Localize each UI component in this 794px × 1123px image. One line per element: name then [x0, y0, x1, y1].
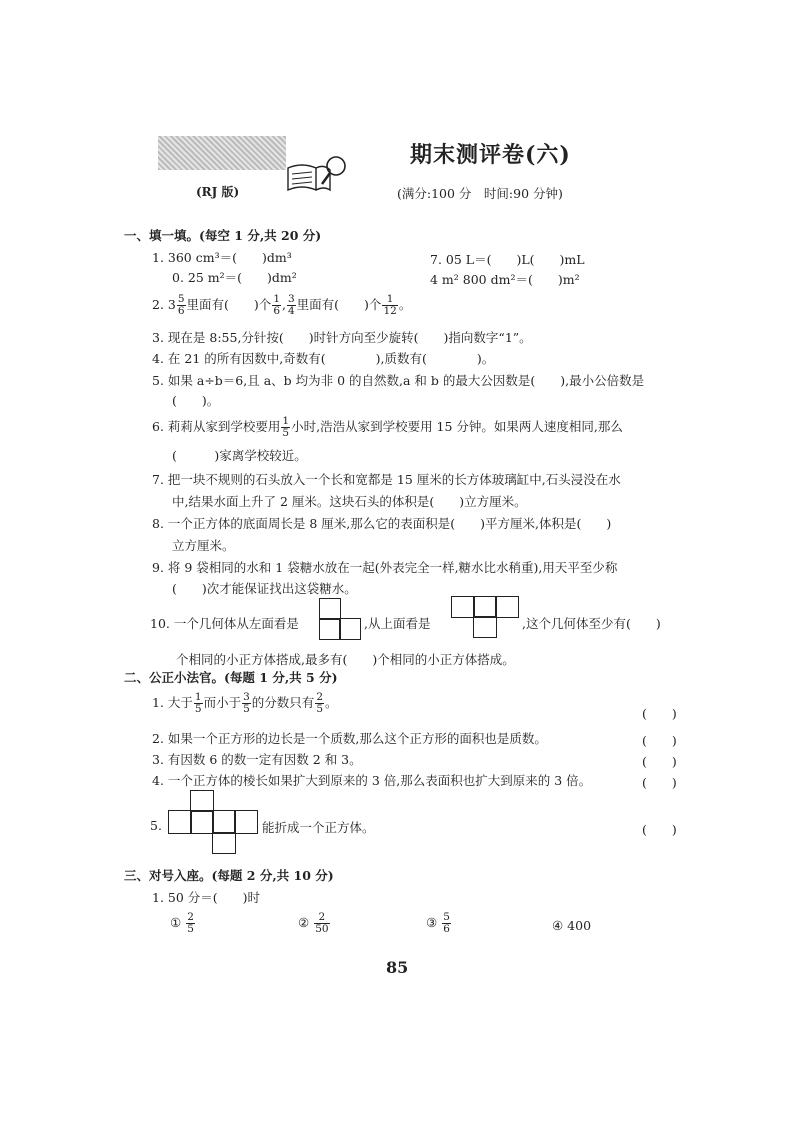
fraction: $\frac{1}{5}$	[282, 415, 290, 439]
q1-part-a: 1. 360 cm³＝( )dm³	[152, 250, 292, 265]
section2-title: 二、公正小法官。(每题 1 分,共 5 分)	[124, 670, 338, 685]
fraction: $\frac{2}{50}$	[315, 911, 329, 935]
q6-line1: 6. 莉莉从家到学校要用 $\frac{1}{5}$ 小时,浩浩从家到学校要用 15 分钟。如果两人速度相同,那么	[152, 415, 623, 439]
fraction: $\frac{1}{6}$	[273, 293, 280, 317]
q1-part-c: 0. 25 m²＝( )dm²	[172, 270, 297, 285]
judge-paren[interactable]: ( )	[642, 754, 677, 769]
fraction: $\frac{2}{5}$	[316, 691, 323, 715]
fraction: $\frac{5}{6}$	[177, 293, 185, 317]
fraction: $\frac{2}{5}$	[187, 911, 194, 935]
option-1[interactable]: ① $\frac{2}{5}$	[170, 911, 194, 935]
s2-q5-number: 5.	[150, 818, 162, 833]
q5-line2: ( )。	[172, 393, 220, 408]
q6-line2: ( )家离学校较近。	[172, 448, 307, 463]
judge-paren[interactable]: ( )	[642, 822, 677, 837]
edition-label: (RJ 版)	[196, 185, 240, 199]
q5-line1: 5. 如果 a÷b＝6,且 a、b 均为非 0 的自然数,a 和 b 的最大公因数是( ),最小公倍数是	[152, 373, 645, 388]
q7-line2: 中,结果水面上升了 2 厘米。这块石头的体积是( )立方厘米。	[172, 494, 527, 509]
option-2[interactable]: ② $\frac{2}{50}$	[298, 911, 329, 935]
fraction: $\frac{3}{4}$	[287, 293, 295, 317]
header-logo-texture	[158, 136, 286, 170]
q8-line1: 8. 一个正方体的底面周长是 8 厘米,那么它的表面积是( )平方厘米,体积是( )	[152, 516, 612, 531]
judge-paren[interactable]: ( )	[642, 775, 677, 790]
q7-line1: 7. 把一块不规则的石头放入一个长和宽都是 15 厘米的长方体玻璃缸中,石头浸没在水	[152, 472, 621, 487]
s3-q1: 1. 50 分＝( )时	[152, 890, 261, 905]
s2-q1: 1. 大于 $\frac{1}{5}$ 而小于 $\frac{3}{5}$ 的分数只有 $\frac{2}{5}$ 。	[152, 691, 338, 715]
fraction: $\frac{3}{5}$	[243, 691, 250, 715]
q10-part-b: ,从上面看是	[364, 616, 431, 631]
q2-text: 2. 3	[152, 297, 176, 312]
q2: 2. 3 $\frac{5}{6}$ 里面有( )个 $\frac{1}{6}$ , $\frac{3}{4}$ 里面有( )个 $\frac{1}{12}$ 。	[152, 293, 412, 317]
fraction: $\frac{1}{12}$	[383, 293, 397, 317]
q4: 4. 在 21 的所有因数中,奇数有( ),质数有( )。	[152, 351, 495, 366]
q8-line2: 立方厘米。	[172, 538, 235, 553]
s2-q4: 4. 一个正方体的棱长如果扩大到原来的 3 倍,那么表面积也扩大到原来的 3 倍。	[152, 773, 592, 788]
page-title: 期末测评卷(六)	[410, 142, 571, 168]
section3-title: 三、对号入座。(每题 2 分,共 10 分)	[124, 868, 334, 883]
q3: 3. 现在是 8:55,分针按( )时针方向至少旋转( )指向数字“1”。	[152, 330, 532, 345]
judge-paren[interactable]: ( )	[642, 733, 677, 748]
page-number: 85	[386, 958, 409, 977]
q10-part-c: ,这个几何体至少有( )	[522, 616, 661, 631]
q9-line1: 9. 将 9 袋相同的水和 1 袋糖水放在一起(外表完全一样,糖水比水稍重),用天平至少称	[152, 560, 618, 575]
s2-q5-text: 能折成一个正方体。	[262, 820, 375, 835]
exam-meta: (满分:100 分 时间:90 分钟)	[397, 186, 563, 201]
q1-part-b: 7. 05 L＝( )L( )mL	[430, 252, 585, 267]
s2-q3: 3. 有因数 6 的数一定有因数 2 和 3。	[152, 752, 362, 767]
option-4[interactable]: ④ 400	[552, 918, 592, 933]
fraction: $\frac{1}{5}$	[194, 691, 202, 715]
s2-q2: 2. 如果一个正方形的边长是一个质数,那么这个正方形的面积也是质数。	[152, 731, 547, 746]
section1-title: 一、填一填。(每空 1 分,共 20 分)	[124, 228, 322, 243]
q10-part-d: 个相同的小正方体搭成,最多有( )个相同的小正方体搭成。	[176, 652, 515, 667]
q9-line2: ( )次才能保证找出这袋糖水。	[172, 581, 357, 596]
judge-paren[interactable]: ( )	[642, 706, 677, 721]
q10-part-a: 10. 一个几何体从左面看是	[150, 616, 299, 631]
option-3[interactable]: ③ $\frac{5}{6}$	[426, 911, 450, 935]
fraction: $\frac{5}{6}$	[443, 911, 450, 935]
q1-part-d: 4 m² 800 dm²＝( )m²	[430, 272, 580, 287]
book-magnifier-icon	[284, 150, 354, 198]
